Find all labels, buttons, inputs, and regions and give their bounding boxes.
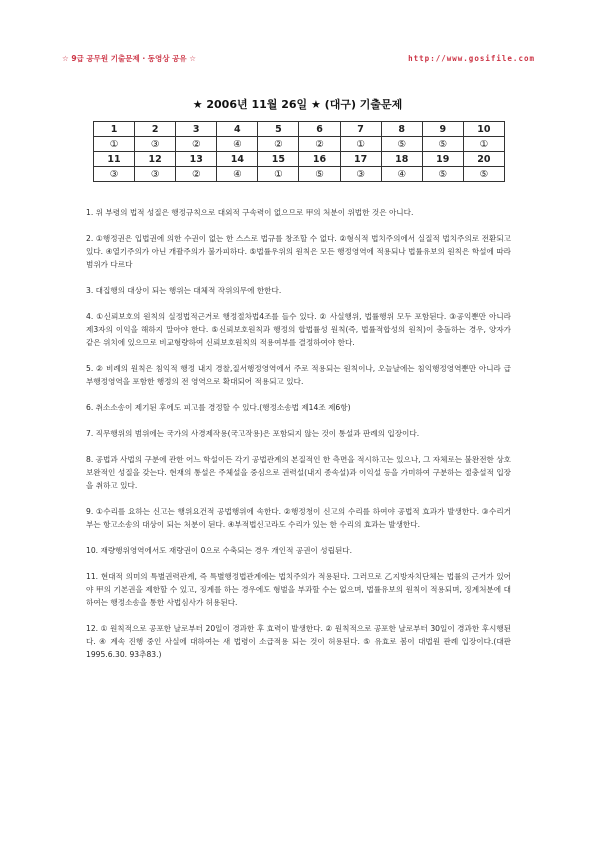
answer-table-row xyxy=(94,167,505,182)
page-title: ★ 2006년 11월 26일 ★ (대구) 기출문제 xyxy=(192,98,403,111)
header-site-link[interactable]: http://www.gosifile.com xyxy=(408,53,535,63)
answer-cell: ③ xyxy=(94,167,135,182)
question-number-cell: 10 xyxy=(463,122,504,137)
answer-cell: ② xyxy=(176,137,217,152)
question-number-cell: 16 xyxy=(299,152,340,167)
answer-table-row xyxy=(94,152,505,167)
answer-table-row xyxy=(94,122,505,137)
explanation-paragraph: 10. 재량행위영역에서도 재량권이 0으로 수축되는 경우 개인적 공권이 성립된다. xyxy=(86,546,353,555)
explanation-paragraph: 9. ①수리를 요하는 신고는 행위요건적 공법행위에 속한다. ②행정청이 신고의 수리를 하여야 공법적 효과가 발생한다. ③수리거부는 항고소송의 대상이 되는 처분이 된다. ④부적법신고라도 수리가 있는 한 수리의 효과는 발생한다. xyxy=(86,507,511,529)
question-number-cell: 6 xyxy=(299,122,340,137)
answer-cell: ③ xyxy=(340,167,381,182)
answer-cell: ④ xyxy=(217,167,258,182)
answer-table xyxy=(93,121,505,182)
question-number-cell: 18 xyxy=(381,152,422,167)
question-number-cell: 5 xyxy=(258,122,299,137)
answer-cell: ① xyxy=(258,167,299,182)
explanation-paragraph: 7. 직무행위의 범위에는 국가의 사경제작용(국고작용)은 포함되지 않는 것이 통설과 판례의 입장이다. xyxy=(86,429,420,438)
answer-cell: ② xyxy=(176,167,217,182)
answer-cell: ② xyxy=(258,137,299,152)
explanation-paragraph: 8. 공법과 사법의 구분에 관한 어느 학설이든 각기 공법관계의 본질적인 한 측면을 적시하고는 있으나, 그 자체로는 불완전한 상호보완적인 성질을 갖는다. 현재의 통설은 주체설을 중심으로 권력설(내지 종속설)과 이익설 등을 가미하여 구분하는 절충설적 입장을 취하고 있다. xyxy=(86,455,511,490)
explanation-paragraph: 12. ① 원칙적으로 공포한 날로부터 20일이 경과한 후 효력이 발생한다. ② 원칙적으로 공포한 날로부터 30일이 경과한 후시행된다. ④ 계속 진행 중인 사실에 대하여는 새 법령이 소급적용 되는 것이 허용된다. ⑤ 유효로 봄이 대법원 판례 입장이다.(대판1995.6.30. 93추83.) xyxy=(86,624,511,659)
answer-cell: ④ xyxy=(217,137,258,152)
answer-cell: ① xyxy=(94,137,135,152)
explanations xyxy=(86,206,511,674)
question-number-cell: 3 xyxy=(176,122,217,137)
page-header xyxy=(62,50,535,66)
explanation-paragraph: 11. 현대적 의미의 특별권력관계, 즉 특별행정법관계에는 법치주의가 적용된다. 그러므로 乙지방자치단체는 법률의 근거가 있어야 甲의 기본권을 제한할 수 있고, 징계를 하는 경우에도 형벌을 부과할 수는 없으며, 법률유보의 원칙이 적용되며, 징계처분에 대하여는 행정소송을 통한 사법심사가 허용된다. xyxy=(86,572,511,607)
explanation-paragraph: 2. ①행정권은 입법권에 의한 수권이 없는 한 스스로 법규를 창조할 수 없다. ②형식적 법치주의에서 실질적 법치주의로 전환되고 있다. ④열기주의가 아닌 개괄주의가 불가피하다. ⑤법률우위의 원칙은 모든 행정영역에 적용되나 법률유보의 원칙은 학설에 따라 범위가 다르다 xyxy=(86,234,511,269)
question-number-cell: 14 xyxy=(217,152,258,167)
question-number-cell: 2 xyxy=(135,122,176,137)
question-number-cell: 13 xyxy=(176,152,217,167)
question-number-cell: 4 xyxy=(217,122,258,137)
explanation-paragraph: 3. 대집행의 대상이 되는 행위는 대체적 작위의무에 한한다. xyxy=(86,286,282,295)
answer-cell: ② xyxy=(299,137,340,152)
question-number-cell: 1 xyxy=(94,122,135,137)
answer-cell: ③ xyxy=(135,167,176,182)
question-number-cell: 9 xyxy=(422,122,463,137)
answer-cell: ③ xyxy=(135,137,176,152)
answer-cell: ① xyxy=(463,137,504,152)
question-number-cell: 12 xyxy=(135,152,176,167)
answer-cell: ④ xyxy=(381,167,422,182)
answer-table-row xyxy=(94,137,505,152)
question-number-cell: 8 xyxy=(381,122,422,137)
question-number-cell: 19 xyxy=(422,152,463,167)
answer-cell: ⑤ xyxy=(422,167,463,182)
header-left-text: ☆ 9급 공무원 기출문제 · 동영상 공유 ☆ xyxy=(62,53,196,63)
question-number-cell: 11 xyxy=(94,152,135,167)
answer-cell: ⑤ xyxy=(381,137,422,152)
answer-cell: ⑤ xyxy=(422,137,463,152)
answer-cell: ① xyxy=(340,137,381,152)
explanation-paragraph: 5. ② 비례의 원칙은 침익적 행정 내지 경찰,질서행정영역에서 주로 적용되는 원칙이나, 오늘날에는 침익행정영역뿐만 아니라 급부행정영역을 포함한 행정의 전 영역으로 확대되어 적용되고 있다. xyxy=(86,364,511,386)
question-number-cell: 17 xyxy=(340,152,381,167)
question-number-cell: 7 xyxy=(340,122,381,137)
explanation-paragraph: 4. ①신뢰보호의 원칙의 실정법적근거로 행정절차법4조를 들수 있다. ② 사실행위, 법률행위 모두 포함된다. ③공익뿐만 아니라 제3자의 이익을 해하지 말아야 한다. ⑤신뢰보호원칙과 행정의 합법률성 원칙(즉, 법률적합성의 원칙)이 충돌하는 경우, 양자가 같은 위치에 있으므로 비교형량하여 신뢰보호원칙의 적용여부를 결정하여야 한다. xyxy=(86,312,511,347)
explanation-paragraph: 6. 취소소송이 제기된 후에도 피고를 경정할 수 있다.(행정소송법 제14조 제6항) xyxy=(86,403,351,412)
question-number-cell: 20 xyxy=(463,152,504,167)
answer-cell: ⑤ xyxy=(299,167,340,182)
question-number-cell: 15 xyxy=(258,152,299,167)
explanation-paragraph: 1. 위 부령의 법적 성질은 행정규칙으로 대외적 구속력이 없으므로 甲의 처분이 위법한 것은 아니다. xyxy=(86,208,414,217)
answer-cell: ⑤ xyxy=(463,167,504,182)
